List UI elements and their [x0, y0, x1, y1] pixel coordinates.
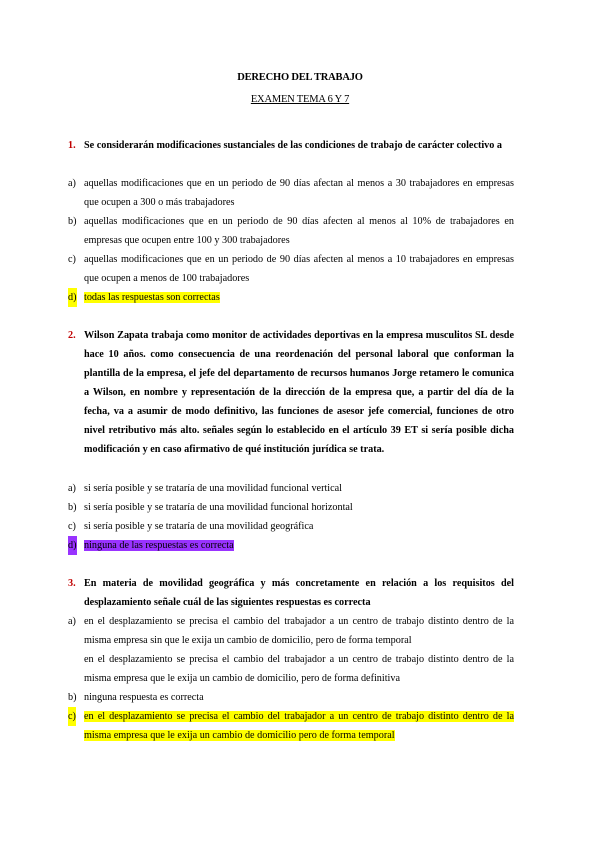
option-text: ninguna respuesta es correcta [84, 692, 204, 703]
option-2c [68, 517, 514, 536]
option-text: todas las respuestas son correctas [84, 292, 220, 303]
option-1c [68, 250, 514, 288]
document-title: DERECHO DEL TRABAJO [237, 72, 363, 83]
option-text: ninguna de las respuestas es correcta [84, 540, 234, 551]
question-number: 1. [68, 140, 76, 151]
option-text: aquellas modificaciones que en un periodo de 90 días afecten al menos al 10% de trabajadores en empresas que ocupen entre 100 y 300 trabajadores [84, 216, 514, 246]
option-1a [68, 174, 514, 212]
option-text: si sería posible y se trataría de una movilidad geográfica [84, 521, 314, 532]
option-1b [68, 212, 514, 250]
option-letter: c) [68, 707, 76, 726]
option-letter: d) [68, 288, 77, 307]
option-text: en el desplazamiento se precisa el cambio del trabajador a un centro de trabajo distinto dentro de la misma empresa sin que le exija un cambio de domicilio, pero de forma temporal [84, 616, 514, 646]
option-3a-continued [84, 650, 514, 688]
option-3a [68, 612, 514, 650]
option-letter: a) [68, 483, 76, 494]
option-text: si sería posible y se trataría de una movilidad funcional horizontal [84, 502, 353, 513]
question-3 [68, 574, 514, 612]
question-text: Wilson Zapata trabaja como monitor de actividades deportivas en la empresa musculitos SL desde hace 10 años. como consecuencia de una reordenación del personal laboral que conforman la plantilla de la empresa, el jefe del departamento de recursos humanos Jorge retamero le comunica a Wilson, en nombre y representación de la dirección de la empresa que, a partir del día de la fecha, va a asumir de modo definitivo, las funciones de asesor jefe comercial, funciones de otro nivel retributivo más alto. señales según lo establecido en el artículo 39 ET si sería posible dicha modificación y en caso afirmativo de qué institución jurídica se trata. [84, 330, 514, 455]
option-2b [68, 498, 514, 517]
option-3b [68, 688, 514, 707]
question-text: En materia de movilidad geográfica y más concretamente en relación a los requisitos del desplazamiento señale cuál de las siguientes respuestas es correcta [84, 578, 514, 608]
option-letter: b) [68, 216, 77, 227]
question-1 [68, 136, 514, 155]
option-2a [68, 479, 514, 498]
option-letter: c) [68, 254, 76, 265]
question-2 [68, 326, 514, 459]
option-text: en el desplazamiento se precisa el cambio del trabajador a un centro de trabajo distinto dentro de la misma empresa que le exija un cambio de domicilio, pero de forma definitiva [84, 654, 514, 684]
option-2d-correct [68, 536, 514, 555]
option-text: en el desplazamiento se precisa el cambio del trabajador a un centro de trabajo distinto dentro de la misma empresa que le exija un cambio de domicilio pero de forma temporal [84, 711, 514, 741]
option-3c-correct [68, 707, 514, 745]
question-text: Se considerarán modificaciones sustanciales de las condiciones de trabajo de carácter colectivo a [84, 140, 503, 151]
document-subtitle: EXAMEN TEMA 6 Y 7 [250, 94, 350, 105]
option-letter: a) [68, 616, 76, 627]
option-letter: b) [68, 502, 77, 513]
option-text: aquellas modificaciones que en un periodo de 90 días afectan al menos a 30 trabajadores en empresas que ocupen a 300 o más trabajadores [84, 178, 514, 208]
question-number: 2. [68, 330, 76, 341]
option-text: aquellas modificaciones que en un periodo de 90 días afecten al menos a 10 trabajadores en empresas que ocupen a menos de 100 trabajadores [84, 254, 514, 284]
option-letter: d) [68, 536, 77, 555]
option-letter: a) [68, 178, 76, 189]
option-letter: c) [68, 521, 76, 532]
option-letter: b) [68, 692, 77, 703]
option-1d-correct [68, 288, 514, 307]
option-text: si sería posible y se trataría de una movilidad funcional vertical [84, 483, 342, 494]
question-number: 3. [68, 578, 76, 589]
